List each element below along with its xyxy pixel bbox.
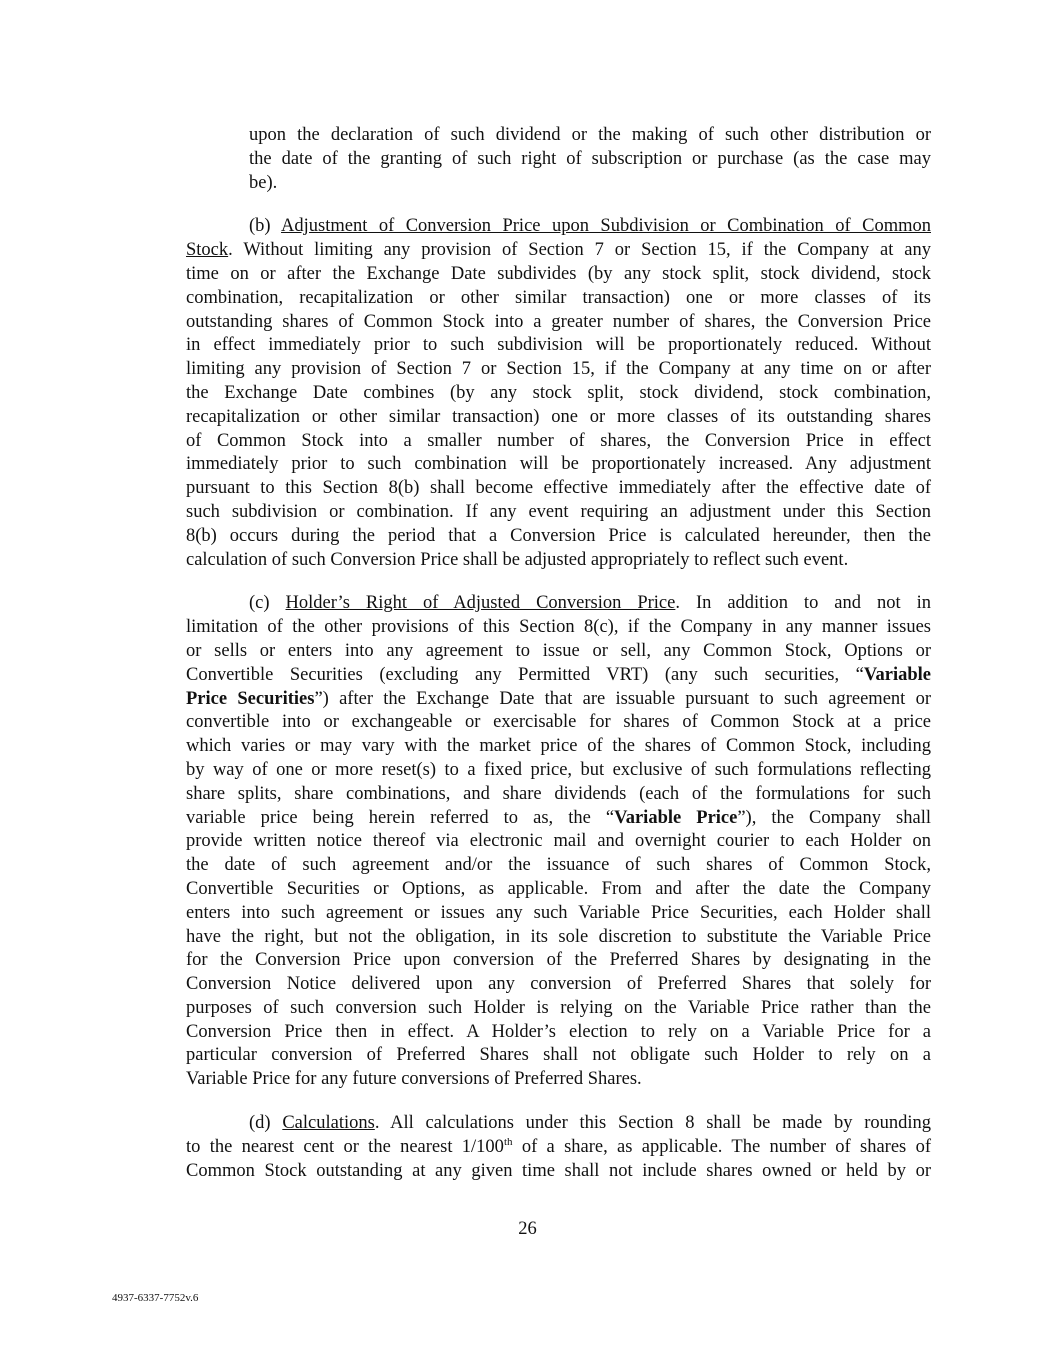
text-line bbox=[186, 1021, 931, 1045]
text-line bbox=[186, 807, 931, 831]
text-segment: of a share, as applicable. The number of shares of bbox=[512, 1136, 931, 1157]
text-line bbox=[186, 997, 931, 1021]
text-line bbox=[186, 902, 931, 926]
text-segment: Convertible Securities (excluding any Permitted VRT) (any such securities, “ bbox=[186, 664, 864, 685]
text-segment: which varies or may vary with the market price of the shares of Common Stock, including bbox=[186, 736, 931, 757]
text-line bbox=[186, 664, 931, 688]
text-line bbox=[186, 501, 931, 525]
text-line bbox=[186, 854, 931, 878]
superscript: th bbox=[503, 1135, 513, 1148]
text-segment: combination, recapitalization or other similar transaction) one or more classes of its bbox=[186, 287, 931, 308]
text-line bbox=[186, 783, 931, 807]
text-line bbox=[186, 973, 931, 997]
text-line bbox=[186, 311, 931, 335]
text-line bbox=[186, 926, 931, 950]
text-segment: by way of one or more reset(s) to a fixed price, but exclusive of such formulations reflecting bbox=[186, 759, 931, 780]
text-line bbox=[186, 640, 931, 664]
section-heading: Calculations bbox=[282, 1113, 375, 1134]
text-segment: be). bbox=[249, 172, 278, 193]
paragraph-section-8d bbox=[186, 1112, 931, 1183]
text-segment: the Exchange Date combines (by any stock split, stock dividend, stock combination, bbox=[186, 382, 931, 403]
text-segment: upon the declaration of such dividend or the making of such other distribution or bbox=[249, 125, 931, 145]
text-segment: ”) after the Exchange Date that are issuable pursuant to such agreement or bbox=[314, 688, 931, 709]
text-line bbox=[186, 616, 931, 640]
paragraph-section-8b bbox=[186, 215, 931, 572]
text-segment: limiting any provision of Section 7 or Section 15, if the Company at any time on or after bbox=[186, 359, 931, 380]
text-segment: variable price being herein referred to as, the “ bbox=[186, 807, 615, 828]
defined-term: Price Securities bbox=[186, 688, 315, 709]
section-heading: Holder’s Right of Adjusted Conversion Price bbox=[285, 593, 676, 614]
text-segment: time on or after the Exchange Date subdivides (by any stock split, stock dividend, stock bbox=[186, 263, 931, 284]
text-segment: outstanding shares of Common Stock into a greater number of shares, the Conversion Price bbox=[186, 311, 931, 332]
text-line bbox=[186, 430, 931, 454]
text-segment: Conversion Notice delivered upon any conversion of Preferred Shares that solely for bbox=[186, 974, 931, 995]
text-segment: immediately prior to such combination will be proportionately increased. Any adjustment bbox=[186, 454, 931, 475]
text-line bbox=[186, 549, 931, 573]
text-segment: enters into such agreement or issues any such Variable Price Securities, each Holder shall bbox=[186, 902, 931, 923]
text-segment: ”), the Company shall bbox=[737, 807, 931, 828]
text-line bbox=[186, 406, 931, 430]
text-segment: Variable Price for any future conversions of Preferred Shares. bbox=[186, 1069, 642, 1090]
text-segment: calculation of such Conversion Price shall be adjusted appropriately to reflect such event. bbox=[186, 549, 849, 570]
text-line bbox=[186, 830, 931, 854]
text-line bbox=[186, 453, 931, 477]
text-segment: or sells or enters into any agreement to issue or sell, any Common Stock, Options or bbox=[186, 640, 931, 661]
text-line bbox=[186, 1112, 931, 1136]
text-line bbox=[186, 1136, 931, 1160]
text-segment: to the nearest cent or the nearest 1/100 bbox=[186, 1136, 504, 1157]
paragraph-continuation bbox=[186, 124, 931, 195]
section-heading: Stock bbox=[186, 240, 229, 261]
text-line bbox=[186, 263, 931, 287]
text-segment: (b) bbox=[249, 216, 282, 237]
text-line bbox=[186, 334, 931, 358]
document-body bbox=[186, 124, 931, 1203]
text-line bbox=[186, 759, 931, 783]
text-segment: convertible into or exchangeable or exercisable for shares of Common Stock at a price bbox=[186, 712, 931, 733]
text-segment: Conversion Price then in effect. A Holder’s election to rely on a Variable Price for a bbox=[186, 1021, 931, 1042]
text-segment: limitation of the other provisions of this Section 8(c), if the Company in any manner issues bbox=[186, 617, 931, 638]
text-segment: . In addition to and not in bbox=[675, 593, 931, 614]
text-segment: in effect immediately prior to such subdivision will be proportionately reduced. Without bbox=[186, 335, 931, 356]
text-line bbox=[186, 711, 931, 735]
text-line bbox=[249, 148, 931, 172]
text-segment: . Without limiting any provision of Section 7 or Section 15, if the Company at any bbox=[228, 240, 931, 261]
defined-term: Variable bbox=[863, 664, 931, 685]
text-segment: . All calculations under this Section 8 shall be made by rounding bbox=[374, 1113, 931, 1134]
text-segment: 8(b) occurs during the period that a Conversion Price is calculated hereunder, then the bbox=[186, 525, 931, 546]
text-segment: pursuant to this Section 8(b) shall become effective immediately after the effective date of bbox=[186, 478, 931, 499]
text-segment: (d) bbox=[249, 1113, 283, 1134]
text-line bbox=[186, 287, 931, 311]
text-line bbox=[186, 239, 931, 263]
text-segment: the date of such agreement and/or the issuance of such shares of Common Stock, bbox=[186, 855, 931, 876]
text-line bbox=[186, 1068, 931, 1092]
text-segment: recapitalization or other similar transaction) one or more classes of its outstanding shares bbox=[186, 406, 931, 427]
text-line bbox=[186, 735, 931, 759]
defined-term: Variable Price bbox=[614, 807, 738, 828]
text-segment: provide written notice thereof via electronic mail and overnight courier to each Holder on bbox=[186, 831, 931, 852]
section-heading: Adjustment of Conversion Price upon Subdivision or Combination of Common bbox=[281, 216, 931, 237]
text-segment: Convertible Securities or Options, as applicable. From and after the date the Company bbox=[186, 878, 931, 899]
text-line bbox=[186, 1044, 931, 1068]
text-segment: Common Stock outstanding at any given time shall not include shares owned or held by or bbox=[186, 1160, 931, 1181]
text-line bbox=[186, 358, 931, 382]
text-line bbox=[249, 172, 931, 196]
text-segment: for the Conversion Price upon conversion of the Preferred Shares by designating in the bbox=[186, 950, 931, 971]
page-number: 26 bbox=[518, 1219, 537, 1239]
text-line bbox=[249, 124, 931, 148]
text-line bbox=[186, 949, 931, 973]
text-line bbox=[186, 215, 931, 239]
text-segment: such subdivision or combination. If any event requiring an adjustment under this Section bbox=[186, 501, 931, 522]
text-line bbox=[186, 382, 931, 406]
text-segment: (c) bbox=[249, 593, 286, 614]
paragraph-section-8c bbox=[186, 592, 931, 1092]
text-segment: have the right, but not the obligation, in its sole discretion to substitute the Variable Price bbox=[186, 926, 931, 947]
text-line bbox=[186, 688, 931, 712]
text-segment: particular conversion of Preferred Shares shall not obligate such Holder to rely on a bbox=[186, 1045, 931, 1066]
text-line bbox=[186, 1160, 931, 1184]
text-segment: of Common Stock into a smaller number of shares, the Conversion Price in effect bbox=[186, 430, 931, 451]
text-line bbox=[186, 878, 931, 902]
text-segment: the date of the granting of such right of subscription or purchase (as the case may bbox=[249, 148, 931, 169]
text-segment: purposes of such conversion such Holder is relying on the Variable Price rather than the bbox=[186, 997, 931, 1018]
text-segment: share splits, share combinations, and share dividends (each of the formulations for such bbox=[186, 783, 931, 804]
text-line bbox=[186, 477, 931, 501]
text-line bbox=[186, 525, 931, 549]
document-id: 4937-6337-7752v.6 bbox=[112, 1292, 199, 1304]
text-line bbox=[186, 592, 931, 616]
